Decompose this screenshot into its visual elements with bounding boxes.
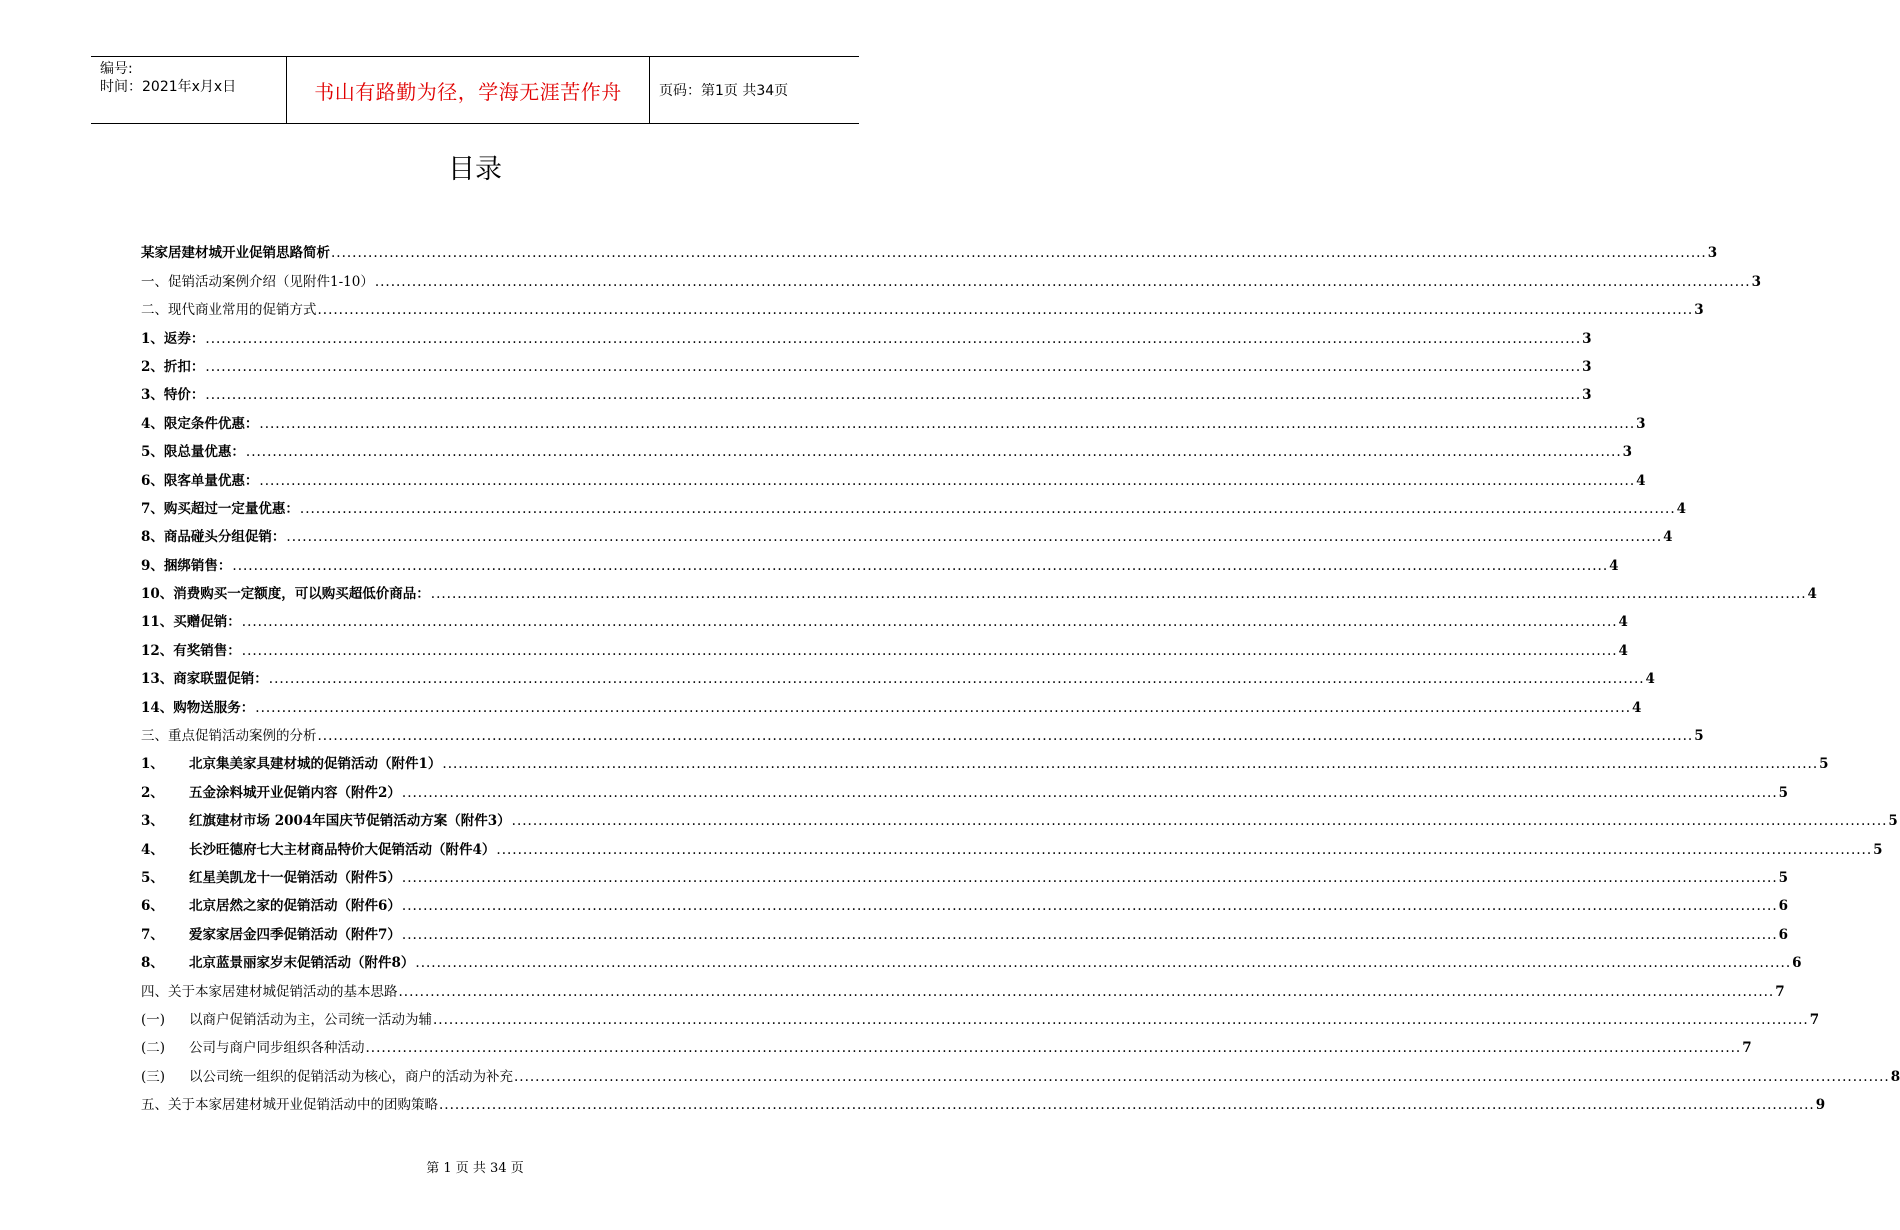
toc-entry-label: 以公司统一组织的促销活动为核心，商户的活动为补充 [189,1068,513,1085]
toc-entry[interactable] [141,716,1704,745]
toc-entry-label: 14、购物送服务： [141,699,255,716]
toc-entry-page: 5 [1888,813,1898,830]
toc-leader-dots: .................................................................................................................................................................................................................................................................... [259,472,1636,489]
toc-entry[interactable] [141,659,1655,688]
header-motto-cell [286,57,650,123]
toc-leader-dots: .................................................................................................................................................................................................................................................................... [241,642,1618,659]
toc-entry-label: 6、限客单量优惠： [141,472,259,489]
toc-entry-label: 五、关于本家居建材城开业促销活动中的团购策略 [141,1097,438,1114]
table-of-contents [141,233,1900,1114]
toc-entry-number: (一) [141,1011,166,1028]
toc-leader-dots: .................................................................................................................................................................................................................................................................... [401,869,1778,886]
toc-entry-label: 8、商品碰头分组促销： [141,529,286,546]
toc-entry-label: 一、促销活动案例介绍（见附件1-10） [141,273,374,290]
toc-leader-dots: .................................................................................................................................................................................................................................................................... [442,756,1819,773]
toc-entry-page: 7 [1775,983,1785,1000]
toc-entry-label: 北京居然之家的促销活动（附件6） [189,898,401,915]
document-time-label: 时间：2021年x月x日 [100,79,237,95]
toc-entry-page: 3 [1582,387,1592,404]
toc-entry[interactable] [141,1028,1752,1057]
toc-entry[interactable] [141,630,1628,659]
toc-entry[interactable] [141,233,1718,262]
toc-entry-number: 1、 [141,756,164,773]
toc-entry-page: 4 [1609,557,1619,574]
toc-entry-page: 5 [1778,869,1789,886]
toc-entry[interactable] [141,460,1646,489]
toc-entry[interactable] [141,574,1817,603]
toc-leader-dots: .................................................................................................................................................................................................................................................................... [439,1097,1815,1114]
toc-entry[interactable] [141,1000,1820,1028]
toc-entry-page: 4 [1676,500,1687,517]
toc-entry[interactable] [141,829,1883,858]
toc-entry[interactable] [141,971,1785,1000]
toc-entry[interactable] [141,432,1633,461]
toc-entry-label: 3、特价： [141,387,205,404]
toc-entry-label: 四、关于本家居建材城促销活动的基本思路 [141,983,398,1000]
toc-entry-page: 3 [1582,330,1592,347]
document-number-label: 编号: [100,61,133,77]
toc-entry-page: 3 [1622,444,1633,461]
toc-entry-page: 3 [1707,245,1718,262]
toc-entry-page: 4 [1636,472,1646,489]
toc-entry-page: 7 [1742,1040,1752,1057]
page-header [91,56,859,124]
toc-entry[interactable] [141,375,1592,404]
toc-entry-label: 二、现代商业常用的促销方式 [141,302,317,319]
toc-entry[interactable] [141,545,1619,574]
toc-leader-dots: .................................................................................................................................................................................................................................................................... [496,841,1873,858]
toc-leader-dots: .................................................................................................................................................................................................................................................................... [268,671,1645,688]
toc-entry-label: 5、限总量优惠： [141,444,245,461]
toc-entry-label: 11、买赠促销： [141,614,241,631]
toc-entry[interactable] [141,744,1829,773]
toc-entry-label: 爱家家居金四季促销活动（附件7） [189,926,401,943]
toc-entry-number: 7、 [141,926,164,943]
toc-entry[interactable] [141,886,1789,915]
toc-entry-label: 北京集美家具建材城的促销活动（附件1） [189,756,442,773]
header-left-cell [91,57,286,123]
toc-entry[interactable] [141,318,1592,347]
toc-leader-dots: .................................................................................................................................................................................................................................................................... [415,955,1792,972]
toc-entry-label: 13、商家联盟促销： [141,671,268,688]
toc-leader-dots: .................................................................................................................................................................................................................................................................... [374,273,1751,290]
toc-entry-label: 红星美凯龙十一促销活动（附件5） [189,869,401,886]
toc-entry[interactable] [141,261,1761,290]
toc-entry-label: 长沙旺德府七大主材商品特价大促销活动（附件4） [189,841,496,858]
toc-leader-dots: .................................................................................................................................................................................................................................................................... [511,813,1888,830]
toc-entry-number: (二) [141,1040,166,1057]
toc-leader-dots: .................................................................................................................................................................................................................................................................... [317,728,1694,745]
toc-entry-page: 4 [1645,671,1655,688]
toc-leader-dots: .................................................................................................................................................................................................................................................................... [401,926,1778,943]
toc-entry-label: 1、返券： [141,330,205,347]
toc-entry-page: 4 [1618,614,1628,631]
toc-entry[interactable] [141,517,1673,546]
toc-entry[interactable] [141,943,1802,972]
toc-entry[interactable] [141,347,1592,375]
toc-entry-page: 4 [1632,699,1642,716]
toc-leader-dots: .................................................................................................................................................................................................................................................................... [286,529,1663,546]
toc-leader-dots: .................................................................................................................................................................................................................................................................... [430,586,1807,603]
toc-entry-label: 9、捆绑销售： [141,557,232,574]
toc-entry-label: 10、消费购买一定额度，可以购买超低价商品： [141,586,430,603]
toc-entry[interactable] [141,1056,1900,1085]
toc-entry-page: 5 [1778,784,1789,801]
toc-entry[interactable] [141,858,1789,886]
toc-entry[interactable] [141,687,1642,716]
header-page-cell [650,57,859,123]
toc-entry-page: 6 [1778,898,1789,915]
toc-entry-label: 某家居建材城开业促销思路简析 [141,245,330,262]
toc-entry-page: 5 [1819,756,1829,773]
toc-entry-label: 五金涂料城开业促销内容（附件2） [189,784,401,801]
header-motto: 书山有路勤为径，学海无涯苦作舟 [314,79,622,104]
toc-entry[interactable] [141,772,1789,801]
toc-leader-dots: .................................................................................................................................................................................................................................................................... [365,1040,1742,1057]
toc-entry-number: 5、 [141,869,164,886]
toc-entry-page: 5 [1694,728,1704,745]
toc-entry-page: 8 [1890,1068,1900,1085]
toc-leader-dots: .................................................................................................................................................................................................................................................................... [317,302,1694,319]
toc-leader-dots: .................................................................................................................................................................................................................................................................... [259,415,1636,432]
toc-entry-number: 2、 [141,784,164,801]
toc-leader-dots: .................................................................................................................................................................................................................................................................... [331,245,1707,262]
toc-entry-page: 9 [1815,1097,1826,1114]
toc-entry-number: (三) [141,1068,166,1085]
toc-leader-dots: .................................................................................................................................................................................................................................................................... [401,898,1778,915]
toc-entry-number: 8、 [141,955,164,972]
toc-entry-page: 3 [1582,358,1592,375]
toc-entry[interactable] [141,914,1789,943]
toc-leader-dots: .................................................................................................................................................................................................................................................................... [398,983,1775,1000]
toc-entry-page: 4 [1663,529,1673,546]
toc-entry[interactable] [141,290,1704,319]
toc-leader-dots: .................................................................................................................................................................................................................................................................... [433,1011,1809,1028]
toc-entry-page: 6 [1792,955,1802,972]
toc-leader-dots: .................................................................................................................................................................................................................................................................... [205,330,1582,347]
toc-entry-label: 4、限定条件优惠： [141,415,259,432]
toc-entry-page: 5 [1873,841,1883,858]
header-page-info: 页码：第1页 共34页 [659,83,789,99]
toc-entry-label: 三、重点促销活动案例的分析 [141,728,317,745]
document-title: 目录 [448,154,502,185]
toc-entry-label: 公司与商户同步组织各种活动 [189,1040,365,1057]
toc-entry[interactable] [141,801,1898,830]
toc-entry-page: 3 [1636,415,1646,432]
toc-entry-label: 红旗建材市场 2004年国庆节促销活动方案（附件3） [189,813,511,830]
toc-entry-label: 以商户促销活动为主，公司统一活动为辅 [189,1011,432,1028]
toc-entry-page: 4 [1618,642,1628,659]
toc-entry[interactable] [141,403,1646,432]
toc-entry-page: 6 [1778,926,1789,943]
toc-leader-dots: .................................................................................................................................................................................................................................................................... [232,557,1609,574]
toc-leader-dots: .................................................................................................................................................................................................................................................................... [401,784,1778,801]
toc-leader-dots: .................................................................................................................................................................................................................................................................... [205,358,1582,375]
toc-leader-dots: .................................................................................................................................................................................................................................................................... [255,699,1632,716]
toc-entry[interactable] [141,489,1687,517]
toc-leader-dots: .................................................................................................................................................................................................................................................................... [299,500,1676,517]
toc-entry-page: 3 [1694,302,1704,319]
toc-entry-number: 6、 [141,898,164,915]
toc-leader-dots: .................................................................................................................................................................................................................................................................... [205,387,1582,404]
toc-entry-number: 4、 [141,841,164,858]
toc-entry-page: 3 [1751,273,1761,290]
toc-entry-page: 7 [1809,1011,1820,1028]
toc-leader-dots: .................................................................................................................................................................................................................................................................... [241,614,1618,631]
toc-entry-label: 2、折扣： [141,358,205,375]
toc-entry-label: 12、有奖销售： [141,642,241,659]
toc-leader-dots: .................................................................................................................................................................................................................................................................... [245,444,1622,461]
toc-entry[interactable] [141,1085,1826,1114]
toc-entry-label: 北京蓝景丽家岁末促销活动（附件8） [189,955,415,972]
toc-entry-number: 3、 [141,813,164,830]
toc-entry-page: 4 [1807,586,1817,603]
toc-leader-dots: .................................................................................................................................................................................................................................................................... [514,1068,1890,1085]
page-footer: 第 1 页 共 34 页 [426,1161,524,1176]
toc-entry[interactable] [141,602,1628,631]
toc-entry-label: 7、购买超过一定量优惠： [141,500,299,517]
